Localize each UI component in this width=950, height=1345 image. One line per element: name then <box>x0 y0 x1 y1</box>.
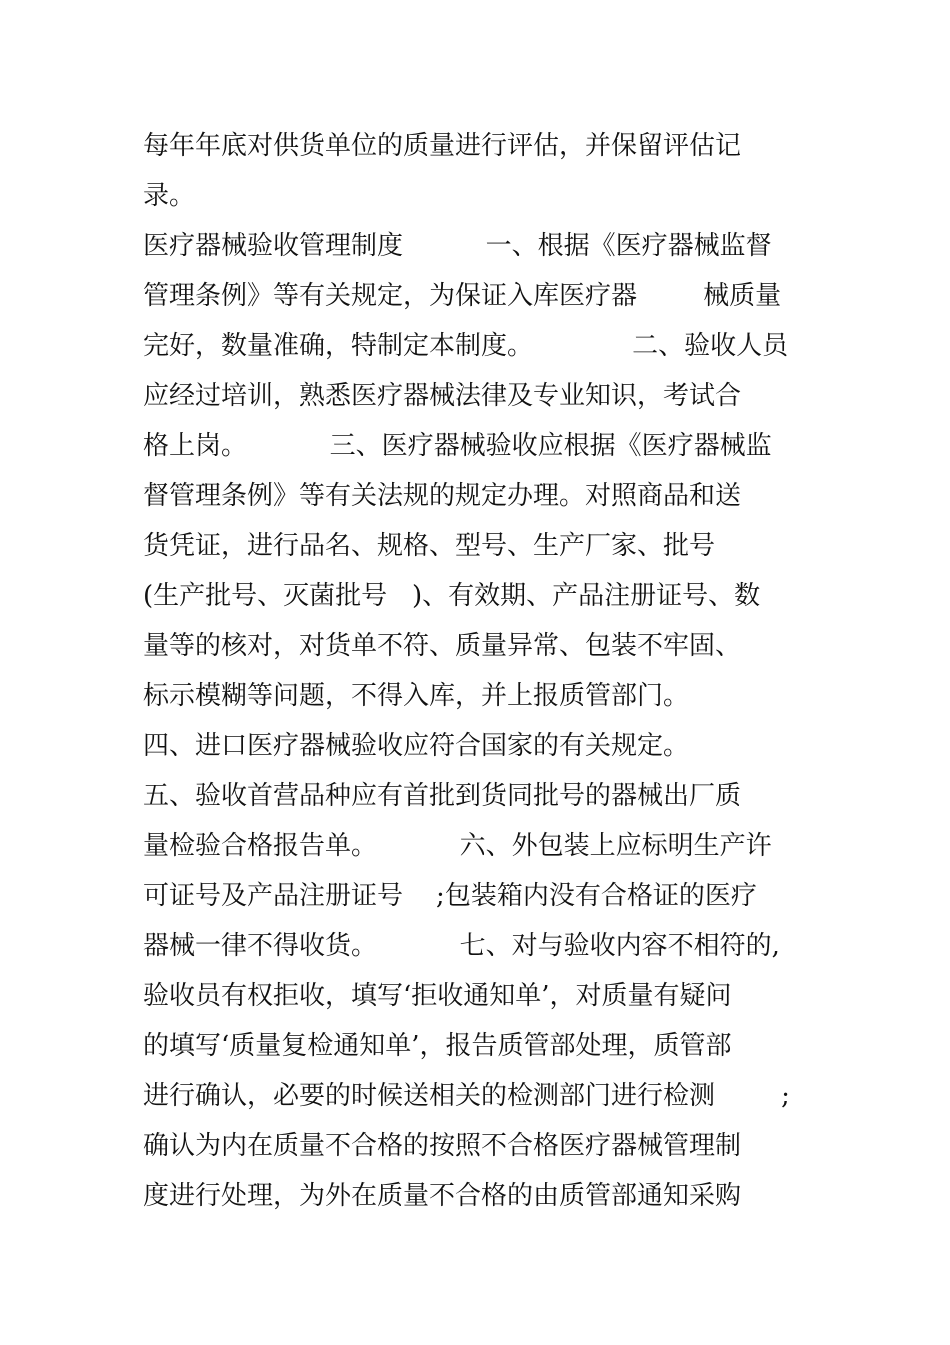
text-line: 四、进口医疗器械验收应符合国家的有关规定。 <box>143 731 690 761</box>
text-line: 录。 <box>143 181 196 211</box>
text-line: 完好，数量准确，特制定本制度。 二、验收人员 <box>143 331 789 361</box>
text-line: 的填写‘质量复检通知单’，报告质管部处理，质管部 <box>143 1031 732 1061</box>
text-line: 标示模糊等问题，不得入库，并上报质管部门。 <box>143 681 690 711</box>
text-line: 确认为内在质量不合格的按照不合格医疗器械管理制 <box>143 1131 742 1161</box>
text-line: 格上岗。 三、医疗器械验收应根据《医疗器械监 <box>143 431 772 461</box>
text-line: 货凭证，进行品名、规格、型号、生产厂家、批号 <box>143 531 716 561</box>
text-line: 量等的核对，对货单不符、质量异常、包装不牢固、 <box>143 631 742 661</box>
text-line: 验收员有权拒收，填写‘拒收通知单’，对质量有疑问 <box>143 981 732 1011</box>
text-line: 五、验收首营品种应有首批到货同批号的器械出厂质 <box>143 781 742 811</box>
text-line: 督管理条例》等有关法规的规定办理。对照商品和送 <box>143 481 742 511</box>
text-line: 进行确认，必要的时候送相关的检测部门进行检测 ; <box>143 1081 790 1111</box>
text-line: 量检验合格报告单。 六、外包装上应标明生产许 <box>143 831 772 861</box>
text-line: 每年年底对供货单位的质量进行评估，并保留评估记 <box>143 131 742 161</box>
document-body <box>143 121 823 1221</box>
text-line: 器械一律不得收货。 七、对与验收内容不相符的, <box>143 931 780 961</box>
text-line: 医疗器械验收管理制度 一、根据《医疗器械监督 <box>143 231 772 261</box>
text-line: 应经过培训，熟悉医疗器械法律及专业知识，考试合 <box>143 381 742 411</box>
text-line: 可证号及产品注册证号 ;包装箱内没有合格证的医疗 <box>143 881 757 911</box>
text-line: (生产批号、灭菌批号 )、有效期、产品注册证号、数 <box>143 581 761 611</box>
text-line: 管理条例》等有关规定，为保证入库医疗器 械质量 <box>143 281 782 311</box>
text-line: 度进行处理，为外在质量不合格的由质管部通知采购 <box>143 1181 742 1211</box>
